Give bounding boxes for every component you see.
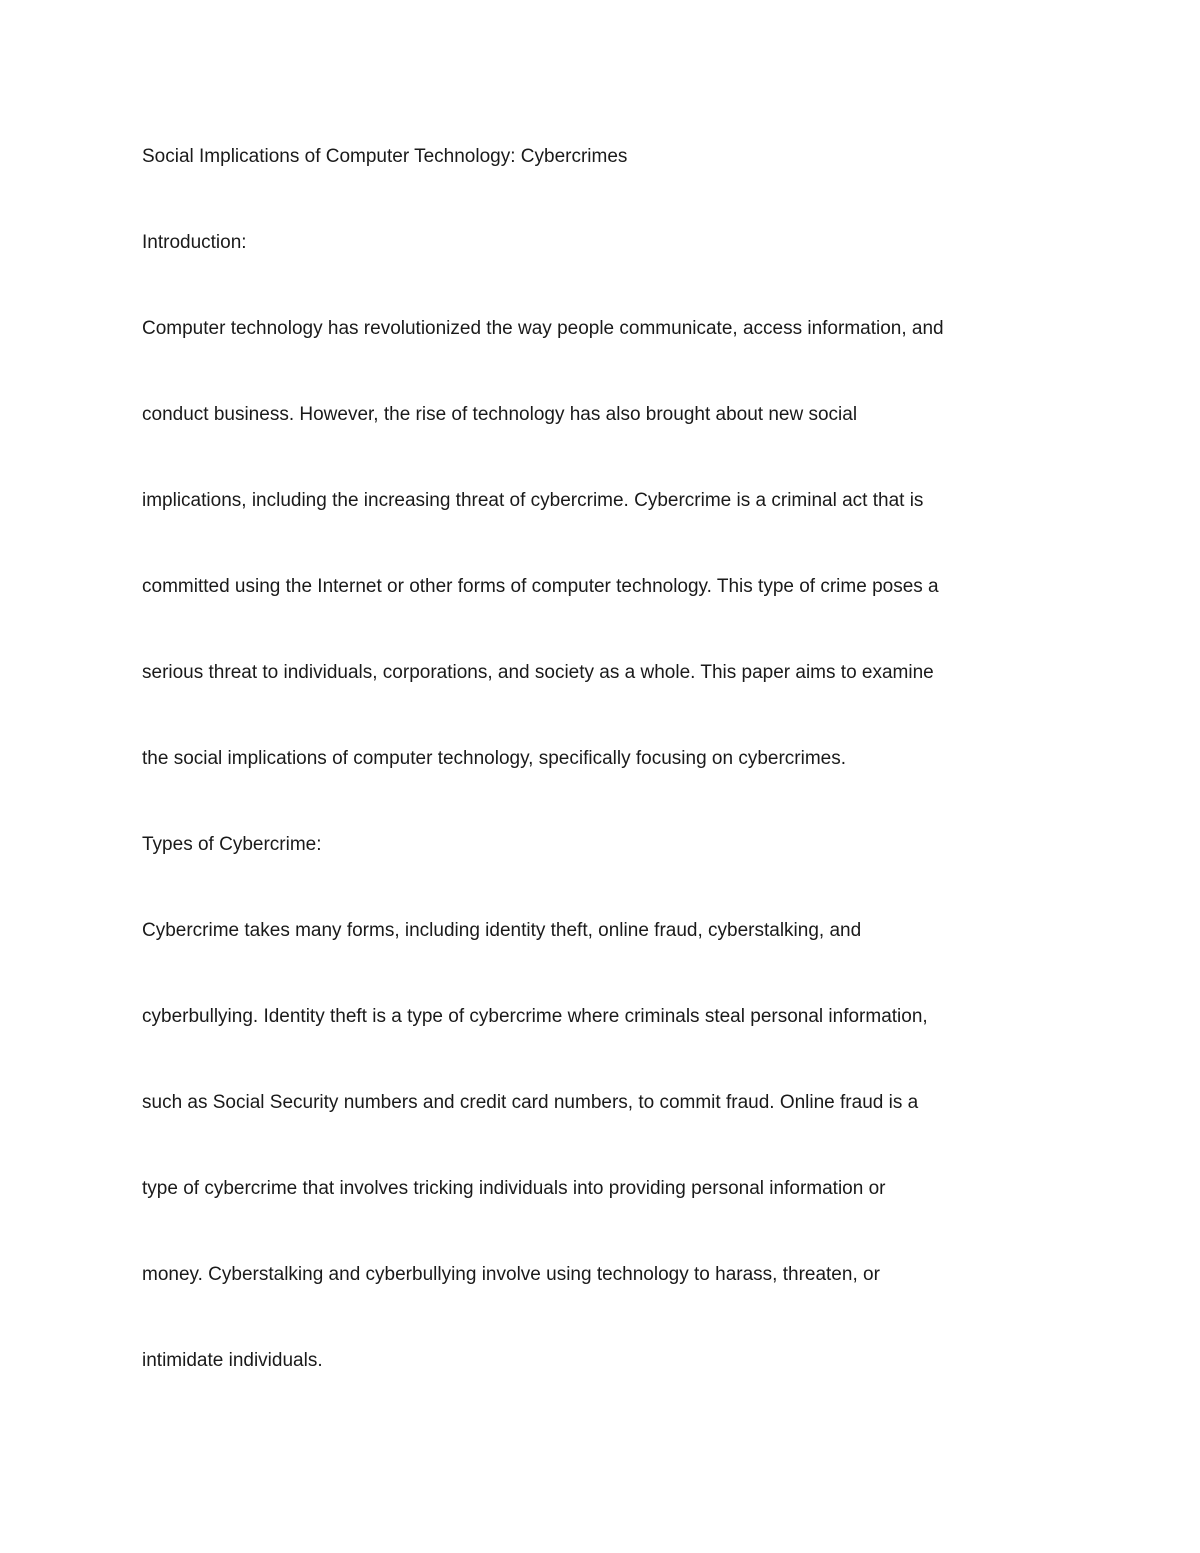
paragraph-line: money. Cyberstalking and cyberbullying involve using technology to harass, threaten, or [142,1264,880,1285]
paragraph-line: intimidate individuals. [142,1350,323,1371]
paragraph-line: such as Social Security numbers and credit card numbers, to commit fraud. Online fraud is a [142,1092,919,1113]
paragraph-line: type of cybercrime that involves tricking individuals into providing personal information or [142,1178,886,1199]
paragraph-line: Cybercrime takes many forms, including identity theft, online fraud, cyberstalking, and [142,920,862,941]
paragraph-line: committed using the Internet or other forms of computer technology. This type of crime poses a [142,576,939,597]
paragraph-line: cyberbullying. Identity theft is a type of cybercrime where criminals steal personal information, [142,1006,928,1027]
document-body [142,143,1082,1433]
paragraph-line: implications, including the increasing threat of cybercrime. Cybercrime is a criminal act that is [142,490,924,511]
section-heading-introduction: Introduction: [142,232,247,253]
document-title: Social Implications of Computer Technology: Cybercrimes [142,146,628,167]
paragraph-line: serious threat to individuals, corporations, and society as a whole. This paper aims to examine [142,662,934,683]
paragraph-line: Computer technology has revolutionized the way people communicate, access information, and [142,318,944,339]
paragraph-line: the social implications of computer technology, specifically focusing on cybercrimes. [142,748,847,769]
section-heading-types-of-cybercrime: Types of Cybercrime: [142,834,322,855]
paragraph-line: conduct business. However, the rise of technology has also brought about new social [142,404,858,425]
